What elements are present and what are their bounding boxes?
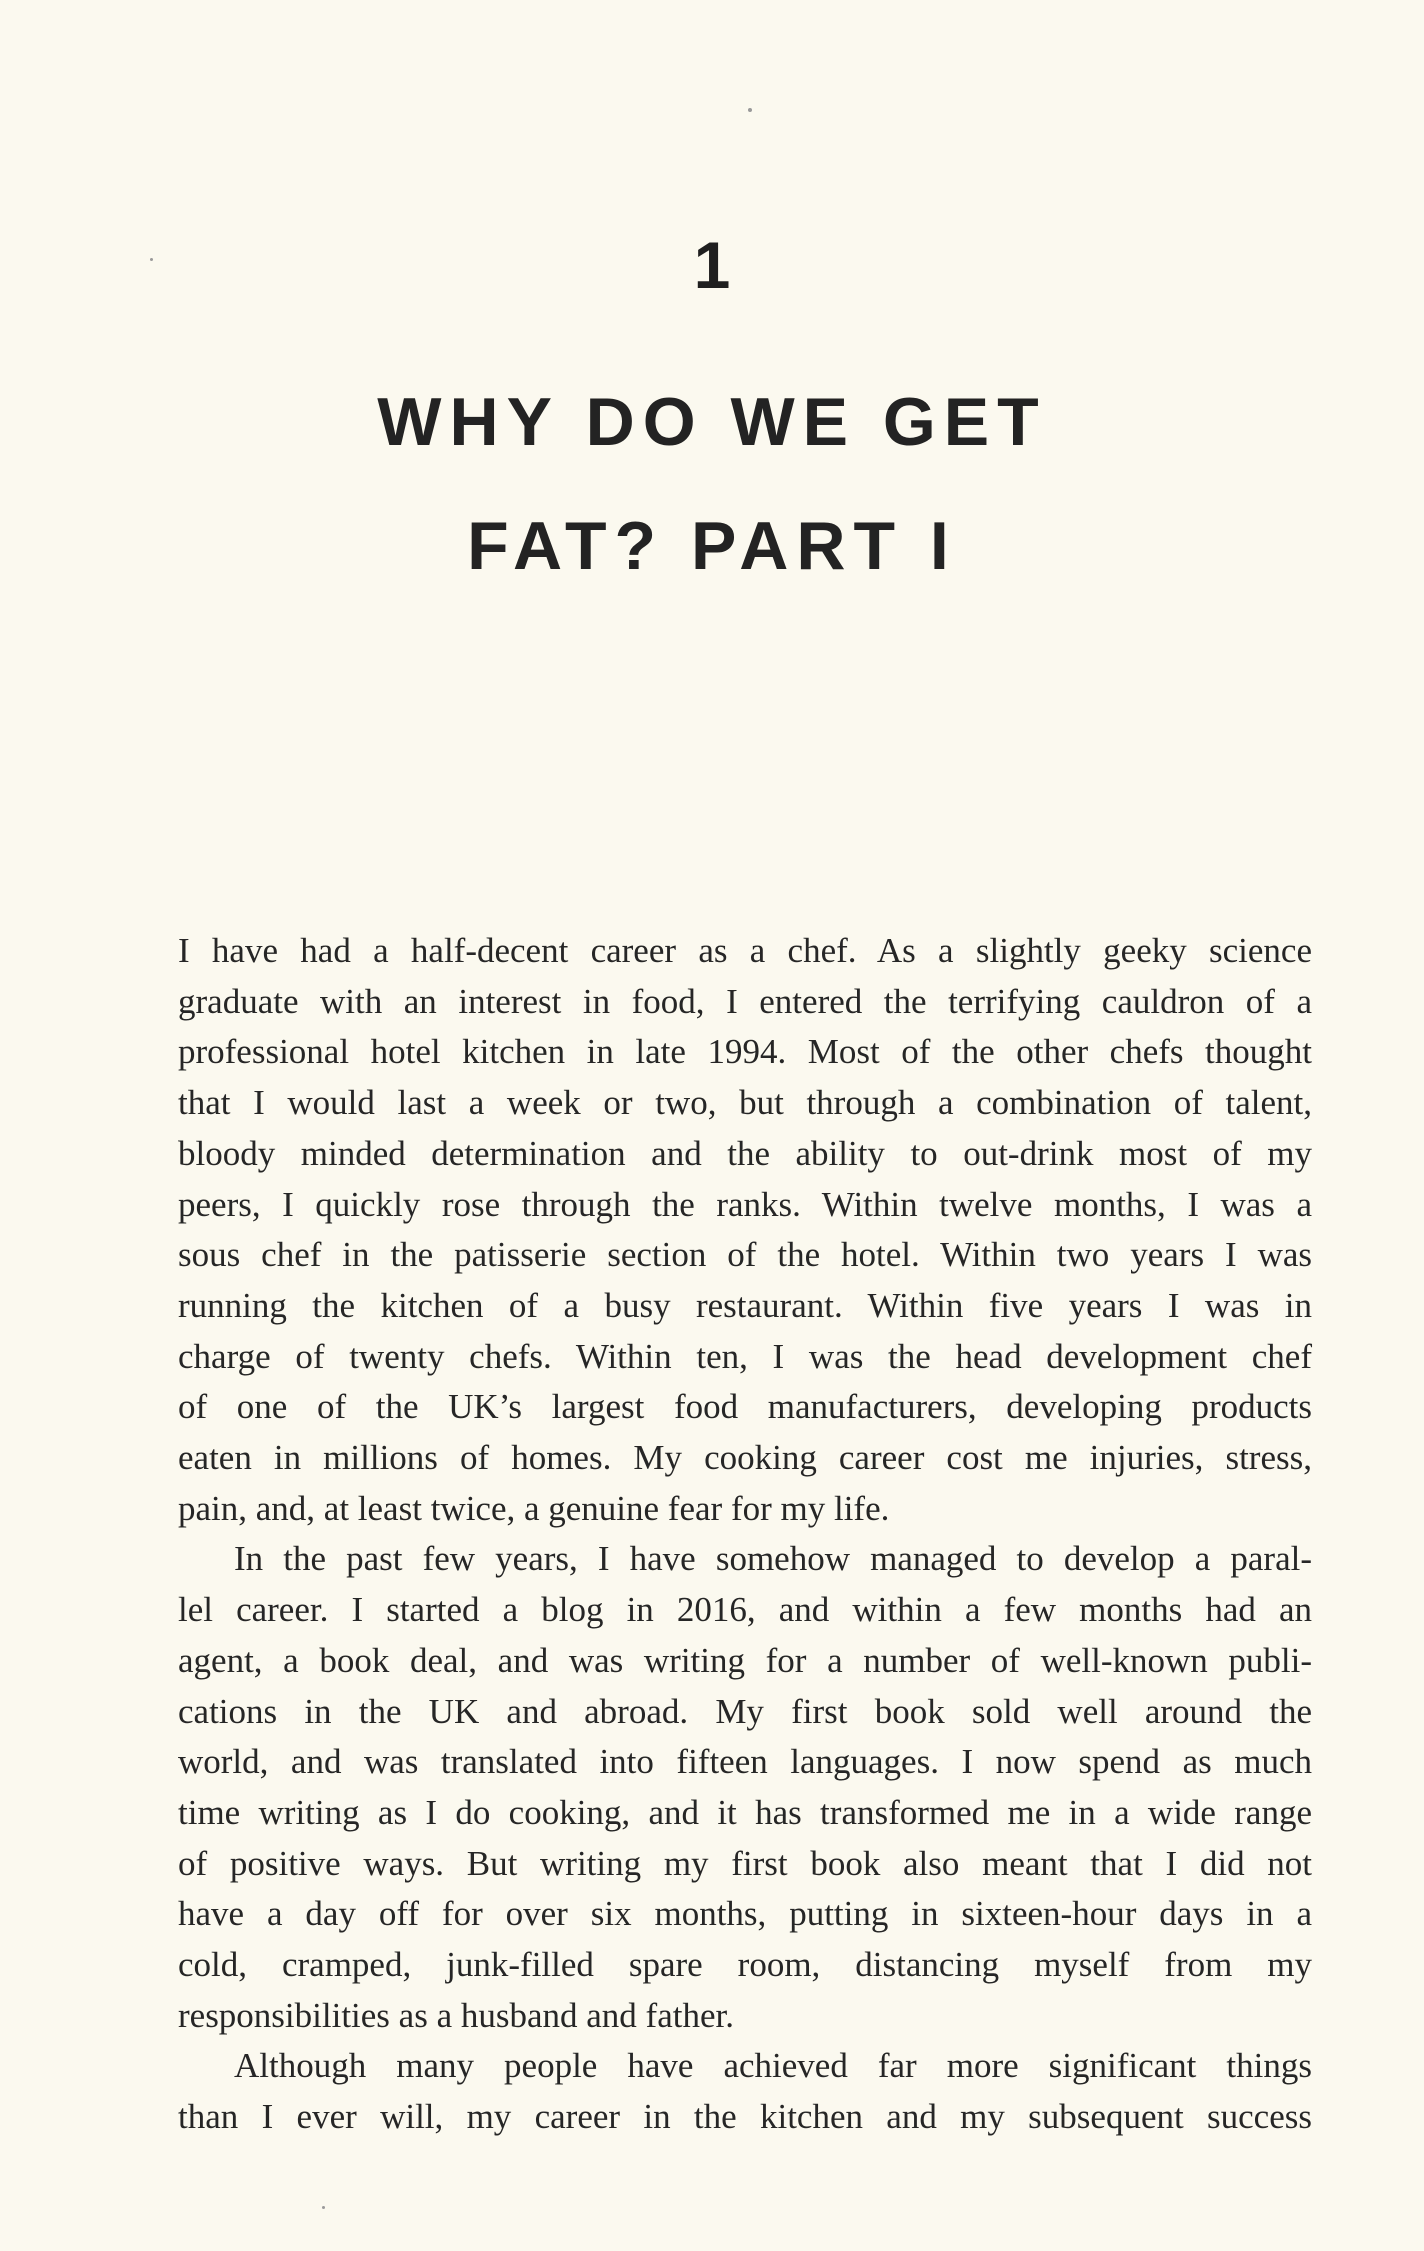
chapter-title-line-2: FAT? PART I xyxy=(467,508,957,584)
paper-speck xyxy=(150,258,153,261)
chapter-title-line-1: WHY DO WE GET xyxy=(377,384,1047,460)
chapter-number: 1 xyxy=(693,228,731,302)
chapter-body xyxy=(178,926,1312,2143)
text-line: eaten in millions of homes. My cooking career cost me injuries, stress, xyxy=(178,1438,1312,1478)
text-line: have a day off for over six months, putting in sixteen-hour days in a xyxy=(178,1894,1312,1934)
text-line: agent, a book deal, and was writing for a number of well-known publi- xyxy=(178,1640,1312,1680)
chapter-title xyxy=(0,360,1424,608)
text-line: I have had a half-decent career as a chef. As a slightly geeky science xyxy=(178,931,1312,970)
text-line: of positive ways. But writing my first book also meant that I did not xyxy=(178,1843,1312,1883)
paragraph-3 xyxy=(178,2041,1312,2142)
text-line: cold, cramped, junk-filled spare room, distancing myself from my xyxy=(178,1945,1312,1985)
text-line: world, and was translated into fifteen languages. I now spend as much xyxy=(178,1742,1312,1782)
text-line: graduate with an interest in food, I entered the terrifying cauldron of a xyxy=(178,981,1312,1021)
text-line: charge of twenty chefs. Within ten, I was the head development chef xyxy=(178,1336,1312,1376)
paragraph-1 xyxy=(178,926,1312,1534)
paper-speck xyxy=(748,108,752,112)
text-line: cations in the UK and abroad. My first book sold well around the xyxy=(178,1691,1312,1731)
text-line: In the past few years, I have somehow managed to develop a paral- xyxy=(234,1539,1312,1579)
text-line: running the kitchen of a busy restaurant. Within five years I was in xyxy=(178,1285,1312,1325)
text-line: Although many people have achieved far more significant things xyxy=(234,2046,1312,2086)
paragraph-2 xyxy=(178,1534,1312,2041)
text-line: time writing as I do cooking, and it has transformed me in a wide range xyxy=(178,1792,1312,1832)
text-line: peers, I quickly rose through the ranks. Within twelve months, I was a xyxy=(178,1184,1312,1224)
text-line: of one of the UK’s largest food manufacturers, developing products xyxy=(178,1387,1312,1427)
text-line: than I ever will, my career in the kitchen and my subsequent success xyxy=(178,2097,1312,2137)
text-line: lel career. I started a blog in 2016, and within a few months had an xyxy=(178,1590,1312,1630)
text-line: sous chef in the patisserie section of the hotel. Within two years I was xyxy=(178,1235,1312,1275)
text-line: bloody minded determination and the ability to out-drink most of my xyxy=(178,1133,1312,1173)
paper-speck xyxy=(322,2206,325,2209)
text-line: that I would last a week or two, but through a combination of talent, xyxy=(178,1083,1312,1123)
text-line: responsibilities as a husband and father. xyxy=(178,1995,734,2035)
text-line: pain, and, at least twice, a genuine fear for my life. xyxy=(178,1488,890,1528)
text-line: professional hotel kitchen in late 1994. Most of the other chefs thought xyxy=(178,1032,1312,1072)
